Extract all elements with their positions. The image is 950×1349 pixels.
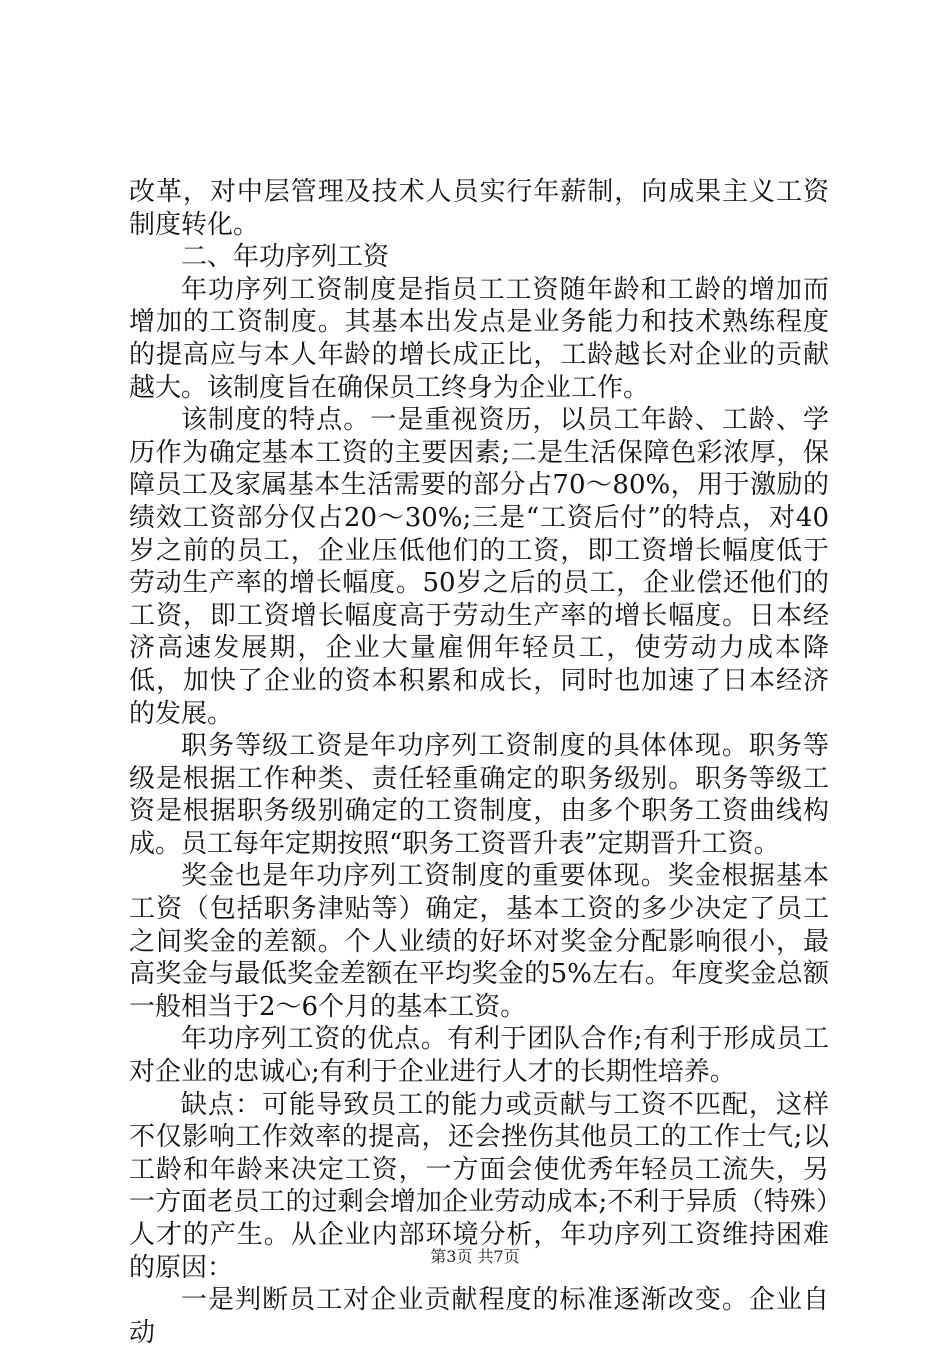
paragraph: 职务等级工资是年功序列工资制度的具体体现。职务等级是根据工作种类、责任轻重确定的职务级别。职务等级工资是根据职务级别确定的工资制度，由多个职务工资曲线构成。员工每年定期按照“职务工资晋升表”定期晋升工资。 xyxy=(129,731,829,859)
page-number-footer: 第3页 共7页 xyxy=(430,1247,520,1266)
paragraph: 缺点：可能导致员工的能力或贡献与工资不匹配，这样不仅影响工作效率的提高，还会挫伤其他员工的工作士气;以工龄和年龄来决定工资，一方面会使优秀年轻员工流失，另一方面老员工的过剩会增加企业劳动成本;不利于异质（特殊）人才的产生。从企业内部环境分析，年功序列工资维持困难的原因： xyxy=(129,1089,829,1283)
paragraph: 一是判断员工对企业贡献程度的标准逐渐改变。企业自动 xyxy=(129,1285,829,1348)
paragraph: 改革，对中层管理及技术人员实行年薪制，向成果主义工资制度转化。 xyxy=(129,177,829,240)
section-heading: 二、年功序列工资 xyxy=(181,242,390,273)
document-body xyxy=(129,176,829,1349)
paragraph: 该制度的特点。一是重视资历，以员工年龄、工龄、学历作为确定基本工资的主要因素;二是生活保障色彩浓厚，保障员工及家属基本生活需要的部分占70～80%，用于激励的绩效工资部分仅占20～30%;三是“工资后付”的特点，对40岁之前的员工，企业压低他们的工资，即工资增长幅度低于劳动生产率的增长幅度。50岁之后的员工，企业偿还他们的工资，即工资增长幅度高于劳动生产率的增长幅度。日本经济高速发展期，企业大量雇佣年轻员工，使劳动力成本降低，加快了企业的资本积累和成长，同时也加速了日本经济的发展。 xyxy=(129,405,829,729)
paragraph: 奖金也是年功序列工资制度的重要体现。奖金根据基本工资（包括职务津贴等）确定，基本工资的多少决定了员工之间奖金的差额。个人业绩的好坏对奖金分配影响很小，最高奖金与最低奖金差额在平均奖金的5%左右。年度奖金总额一般相当于2～6个月的基本工资。 xyxy=(129,861,829,1022)
paragraph: 年功序列工资的优点。有利于团队合作;有利于形成员工对企业的忠诚心;有利于企业进行人才的长期性培养。 xyxy=(129,1024,829,1088)
paragraph: 年功序列工资制度是指员工工资随年龄和工龄的增加而增加的工资制度。其基本出发点是业务能力和技术熟练程度的提高应与本人年龄的增长成正比，工龄越长对企业的贡献越大。该制度旨在确保员工终身为企业工作。 xyxy=(129,274,829,403)
